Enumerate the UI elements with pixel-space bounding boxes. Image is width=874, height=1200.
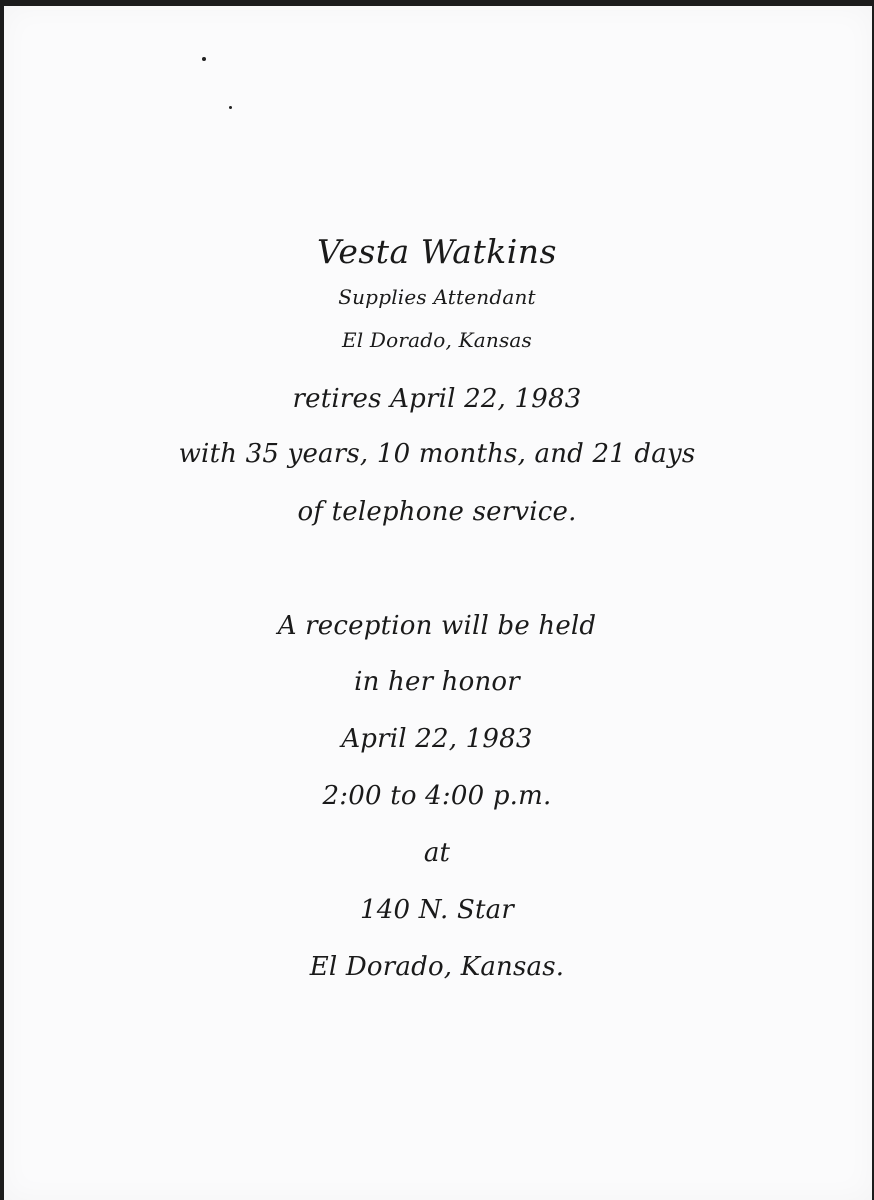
reception-address: 140 N. Star — [360, 895, 514, 925]
reception-city: El Dorado, Kansas. — [309, 952, 565, 982]
reception-time: 2:00 to 4:00 p.m. — [322, 781, 552, 811]
honoree-name: Vesta Watkins — [317, 232, 557, 271]
ink-speck — [229, 106, 232, 109]
invitation-card — [4, 6, 872, 1200]
service-type: of telephone service. — [297, 497, 577, 527]
retirement-date: retires April 22, 1983 — [292, 384, 582, 414]
reception-honor: in her honor — [354, 667, 520, 697]
reception-at: at — [423, 838, 451, 868]
honoree-location: El Dorado, Kansas — [341, 328, 533, 352]
reception-intro: A reception will be held — [277, 611, 597, 641]
reception-date: April 22, 1983 — [341, 724, 533, 754]
ink-speck — [202, 57, 206, 61]
honoree-title: Supplies Attendant — [338, 285, 536, 309]
service-length: with 35 years, 10 months, and 21 days — [178, 439, 696, 469]
